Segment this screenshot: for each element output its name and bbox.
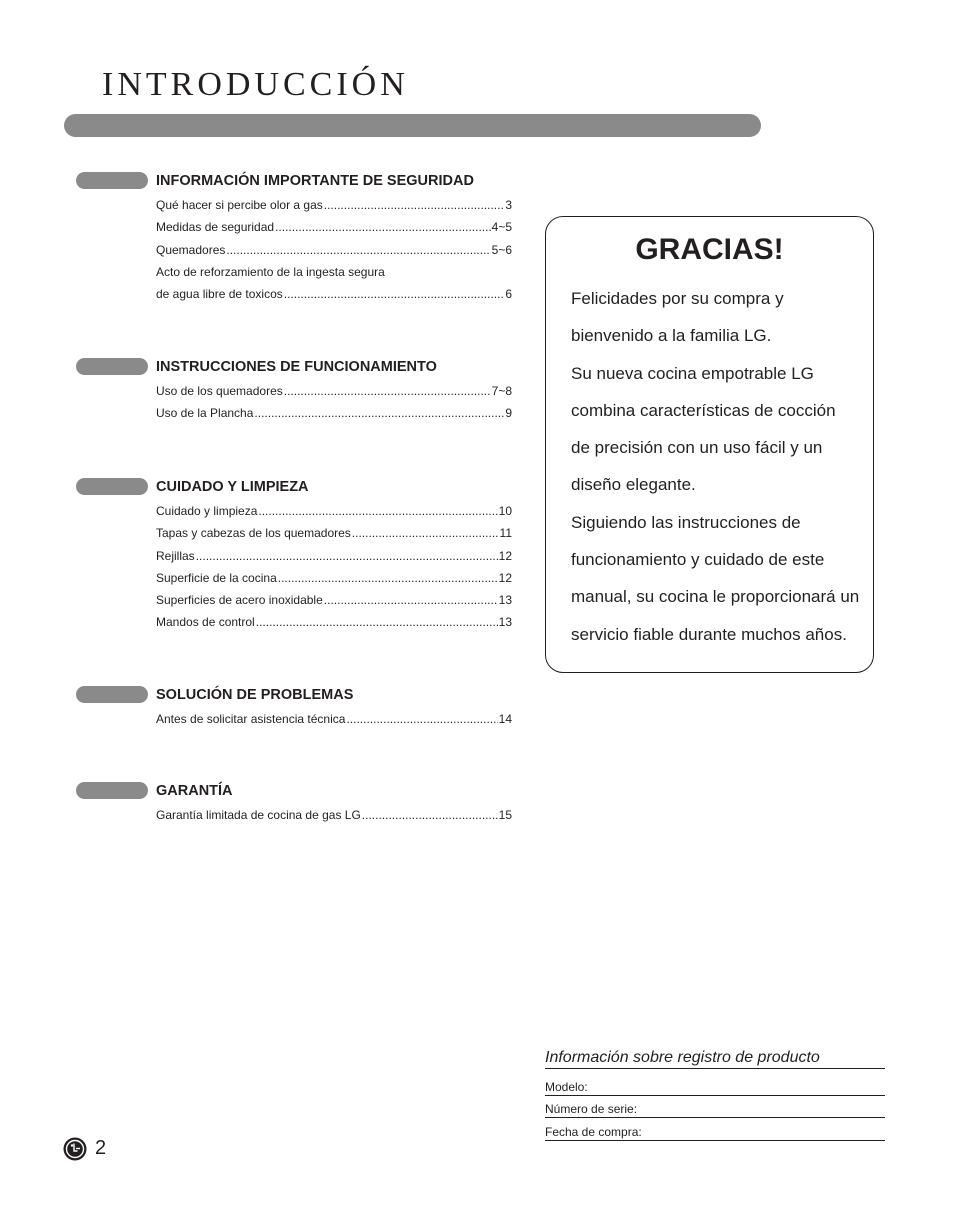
toc-entry-text: de agua libre de toxicos	[156, 287, 283, 302]
toc-entry-text: Uso de la Plancha	[156, 406, 254, 421]
toc-entry-page: 6	[505, 287, 512, 302]
dot-leader	[324, 593, 498, 607]
dot-leader	[352, 526, 499, 540]
section-heading: INSTRUCCIONES DE FUNCIONAMIENTO	[156, 359, 437, 375]
dot-leader	[278, 571, 498, 585]
section-heading: CUIDADO Y LIMPIEZA	[156, 479, 309, 495]
toc-entry[interactable]	[156, 593, 512, 615]
purchase-date-label: Fecha de compra:	[545, 1125, 642, 1139]
toc-entry-text: Tapas y cabezas de los quemadores	[156, 526, 351, 541]
section-marker	[76, 478, 148, 495]
toc-entry[interactable]	[156, 384, 512, 406]
toc-entry-text: Medidas de seguridad	[156, 220, 275, 235]
toc-entry[interactable]	[156, 243, 512, 265]
toc-entry[interactable]	[156, 504, 512, 526]
thanks-line: Su nueva cocina empotrable LG	[571, 363, 814, 383]
dot-leader	[275, 220, 491, 234]
page-number: 2	[95, 1137, 107, 1159]
toc-entry-text: Mandos de control	[156, 615, 255, 630]
serial-number-label: Número de serie:	[545, 1102, 638, 1116]
toc-list	[156, 384, 512, 429]
toc-list	[156, 808, 512, 830]
thanks-line: de precisión con un uso fácil y un	[571, 438, 823, 458]
section-marker	[76, 358, 148, 375]
serial-number-field[interactable]	[545, 1102, 885, 1118]
toc-entry[interactable]	[156, 615, 512, 637]
page-title: INTRODUCCIÓN	[102, 66, 409, 103]
toc-entry-text: Antes de solicitar asistencia técnica	[156, 712, 346, 726]
toc-entry-text: Superficies de acero inoxidable	[156, 593, 323, 608]
dot-leader	[284, 287, 505, 301]
section-marker	[76, 172, 148, 189]
toc-entry-page: 14	[498, 712, 512, 726]
toc-entry-page: 7~8	[491, 384, 512, 398]
section-heading: GARANTÍA	[156, 783, 233, 799]
toc-list	[156, 198, 512, 309]
thanks-line: funcionamiento y cuidado de este	[571, 550, 825, 570]
toc-entry-text: Quemadores	[156, 242, 226, 257]
dot-leader	[254, 406, 504, 420]
section-heading: SOLUCIÓN DE PROBLEMAS	[156, 687, 354, 703]
toc-list	[156, 712, 512, 734]
dot-leader	[196, 549, 498, 563]
toc-entry-page: 11	[499, 526, 512, 541]
toc-entry-continued[interactable]	[156, 265, 512, 287]
toc-entry-text: Rejillas	[156, 548, 195, 563]
thanks-box	[545, 216, 874, 673]
thanks-title: GRACIAS!	[635, 233, 784, 266]
title-divider-bar	[64, 114, 761, 137]
dot-leader	[256, 615, 498, 629]
toc-entry-page: 5~6	[491, 242, 512, 257]
toc-entry-page: 3	[505, 198, 512, 212]
thanks-line: bienvenido a la familia LG.	[571, 326, 772, 346]
toc-list	[156, 504, 512, 638]
toc-entry-page: 9	[505, 406, 512, 421]
model-label: Modelo:	[545, 1080, 588, 1094]
toc-entry[interactable]	[156, 198, 512, 220]
toc-entry[interactable]	[156, 549, 512, 571]
toc-entry-text: Qué hacer si percibe olor a gas	[156, 198, 323, 212]
toc-entry[interactable]	[156, 406, 512, 428]
thanks-line: combina características de cocción	[571, 400, 836, 420]
dot-leader	[362, 808, 498, 822]
section-heading: INFORMACIÓN IMPORTANTE DE SEGURIDAD	[156, 173, 474, 189]
dot-leader	[324, 198, 505, 212]
toc-entry-page: 13	[498, 593, 512, 608]
dot-leader	[346, 712, 497, 726]
toc-entry-page: 13	[498, 615, 512, 630]
toc-entry-page: 15	[498, 808, 512, 822]
dot-leader	[284, 384, 491, 398]
thanks-line: servicio fiable durante muchos años.	[571, 624, 847, 644]
toc-entry-page: 10	[498, 504, 512, 518]
toc-entry[interactable]	[156, 220, 512, 242]
toc-entry-text: Cuidado y limpieza	[156, 504, 258, 518]
registration-title: Información sobre registro de producto	[545, 1049, 885, 1069]
lg-logo-icon	[63, 1137, 87, 1161]
thanks-line: manual, su cocina le proporcionará un	[571, 587, 860, 607]
toc-entry[interactable]	[156, 808, 512, 830]
toc-entry[interactable]	[156, 287, 512, 309]
section-marker	[76, 686, 148, 703]
toc-entry-text: Acto de reforzamiento de la ingesta segura	[156, 264, 385, 279]
toc-entry-page: 12	[498, 570, 512, 585]
dot-leader	[226, 243, 490, 257]
model-field[interactable]	[545, 1080, 885, 1096]
toc-entry[interactable]	[156, 526, 512, 548]
thanks-line: Siguiendo las instrucciones de	[571, 512, 801, 532]
toc-entry-page: 12	[498, 548, 512, 563]
toc-entry-page: 4~5	[491, 220, 512, 235]
dot-leader	[258, 504, 497, 518]
toc-entry-text: Superficie de la cocina	[156, 570, 277, 585]
thanks-line: diseño elegante.	[571, 475, 696, 495]
toc-entry-text: Uso de los quemadores	[156, 384, 283, 398]
thanks-message	[571, 280, 871, 653]
toc-entry[interactable]	[156, 712, 512, 734]
section-marker	[76, 782, 148, 799]
toc-entry-text: Garantía limitada de cocina de gas LG	[156, 808, 361, 822]
thanks-line: Felicidades por su compra y	[571, 289, 784, 308]
purchase-date-field[interactable]	[545, 1125, 885, 1141]
toc-entry[interactable]	[156, 571, 512, 593]
